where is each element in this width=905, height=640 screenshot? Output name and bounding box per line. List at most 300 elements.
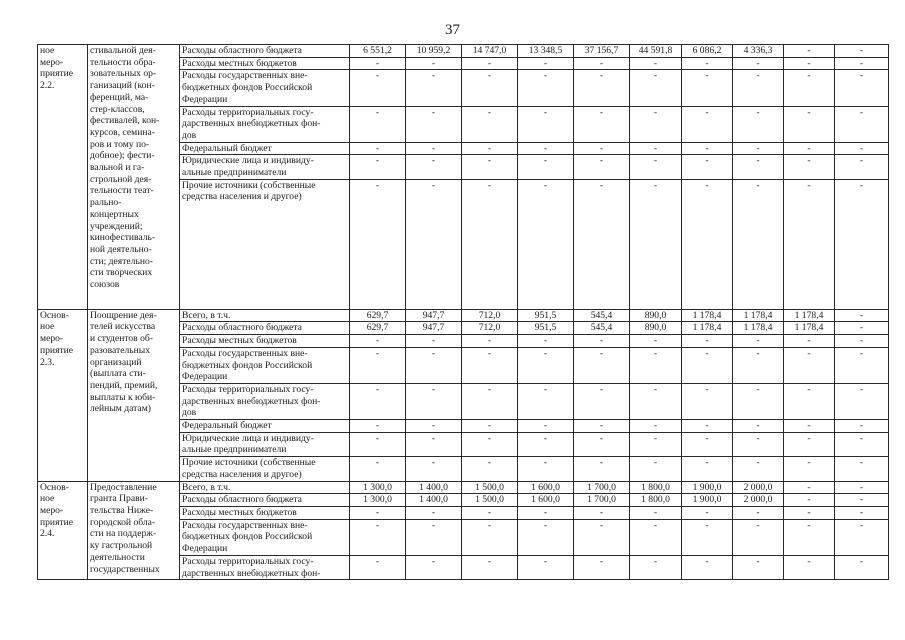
amount-cell: -: [574, 383, 630, 419]
funding-source-cell: [180, 383, 350, 419]
amount-cell: 13 348,5: [518, 45, 574, 58]
text-line: альные предприниматели: [182, 167, 287, 179]
amount-cell: -: [350, 142, 406, 155]
text-line: Расходы областного бюджета: [182, 494, 302, 506]
amount-cell: -: [518, 179, 574, 309]
amount-cell: -: [682, 347, 733, 383]
amount-cell: -: [574, 420, 630, 433]
amount-cell: -: [630, 142, 682, 155]
text-line: рально-: [90, 197, 122, 209]
text-line: средства населения и другое): [182, 468, 302, 480]
text-line: 2.3.: [40, 356, 55, 368]
amount-cell: 545,4: [574, 309, 630, 322]
amount-cell: -: [835, 155, 889, 179]
amount-cell: 1 500,0: [462, 481, 518, 494]
text-line: ференций, ма-: [90, 91, 149, 103]
text-line: организаций: [90, 356, 142, 368]
amount-cell: -: [574, 70, 630, 106]
text-line: дарственных внебюджетных фон-: [182, 395, 321, 407]
text-line: добное); фести-: [90, 150, 155, 162]
amount-cell: 6 551,2: [350, 45, 406, 58]
text-line: Расходы территориальных госу-: [182, 106, 314, 118]
funding-source-cell: [180, 347, 350, 383]
amount-cell: 6 086,2: [682, 45, 733, 58]
text-line: вальной и га-: [90, 162, 145, 174]
amount-cell: -: [350, 506, 406, 519]
text-line: деятельности: [90, 551, 145, 563]
text-line: Юридические лица и индивиду-: [182, 432, 314, 444]
text-line: Федерации: [182, 93, 228, 105]
amount-cell: 1 600,0: [518, 494, 574, 507]
text-line: лейным датам): [90, 403, 151, 415]
text-line: Расходы местных бюджетов: [182, 506, 297, 518]
amount-cell: -: [462, 70, 518, 106]
funding-source-cell: [180, 519, 350, 555]
amount-cell: 1 800,0: [630, 481, 682, 494]
activity-name-cell: [38, 309, 88, 481]
amount-cell: -: [682, 106, 733, 142]
amount-cell: -: [406, 106, 462, 142]
amount-cell: -: [784, 383, 835, 419]
amount-cell: -: [518, 155, 574, 179]
funding-source-cell: [180, 70, 350, 106]
funding-source-cell: [180, 142, 350, 155]
amount-cell: 1 700,0: [574, 494, 630, 507]
amount-cell: 1 600,0: [518, 481, 574, 494]
text-line: кинофестиваль-: [90, 232, 156, 244]
amount-cell: -: [682, 179, 733, 309]
amount-cell: -: [406, 432, 462, 456]
text-line: сти творческих: [90, 267, 153, 279]
amount-cell: -: [518, 519, 574, 555]
amount-cell: -: [518, 457, 574, 481]
amount-cell: -: [733, 519, 784, 555]
amount-cell: -: [835, 45, 889, 58]
text-line: 2.4.: [40, 528, 55, 540]
text-line: ной деятельно-: [90, 243, 152, 255]
text-line: Всего, в т.ч.: [182, 309, 231, 321]
amount-cell: -: [462, 432, 518, 456]
amount-cell: -: [406, 70, 462, 106]
amount-cell: -: [518, 506, 574, 519]
amount-cell: -: [630, 420, 682, 433]
activity-name-cell: [38, 45, 88, 310]
amount-cell: -: [682, 57, 733, 70]
amount-cell: -: [574, 347, 630, 383]
text-line: сти; деятельно-: [90, 255, 153, 267]
text-line: Расходы государственных вне-: [182, 347, 308, 359]
amount-cell: -: [406, 457, 462, 481]
amount-cell: 1 700,0: [574, 481, 630, 494]
amount-cell: -: [835, 494, 889, 507]
page-number: 37: [445, 22, 460, 38]
amount-cell: -: [733, 106, 784, 142]
text-line: ное: [40, 321, 55, 333]
amount-cell: 712,0: [462, 309, 518, 322]
amount-cell: -: [518, 555, 574, 579]
amount-cell: -: [784, 335, 835, 348]
amount-cell: -: [630, 432, 682, 456]
amount-cell: 1 178,4: [784, 322, 835, 335]
amount-cell: -: [462, 457, 518, 481]
amount-cell: -: [518, 347, 574, 383]
funding-source-cell: [180, 494, 350, 507]
text-line: (выплата сти-: [90, 368, 146, 380]
amount-cell: 1 178,4: [733, 309, 784, 322]
amount-cell: 44 591,8: [630, 45, 682, 58]
amount-cell: -: [350, 70, 406, 106]
amount-cell: -: [682, 555, 733, 579]
amount-cell: 1 800,0: [630, 494, 682, 507]
amount-cell: -: [406, 142, 462, 155]
amount-cell: -: [784, 347, 835, 383]
amount-cell: -: [784, 420, 835, 433]
amount-cell: -: [835, 142, 889, 155]
activity-description-cell: [88, 481, 180, 580]
amount-cell: -: [350, 155, 406, 179]
text-line: Расходы областного бюджета: [182, 45, 302, 56]
amount-cell: -: [733, 347, 784, 383]
text-line: Федерации: [182, 543, 228, 555]
amount-cell: -: [406, 506, 462, 519]
amount-cell: -: [406, 155, 462, 179]
text-line: Всего, в т.ч.: [182, 481, 231, 493]
amount-cell: -: [462, 555, 518, 579]
amount-cell: -: [406, 420, 462, 433]
amount-cell: 1 400,0: [406, 494, 462, 507]
text-line: телей искусства: [90, 321, 156, 333]
text-line: средства населения и другое): [182, 191, 302, 203]
text-line: Расходы территориальных госу-: [182, 383, 314, 395]
amount-cell: -: [784, 70, 835, 106]
text-line: альные предприниматели: [182, 444, 287, 456]
amount-cell: -: [835, 519, 889, 555]
funding-table: [37, 44, 889, 580]
amount-cell: -: [630, 335, 682, 348]
amount-cell: -: [682, 432, 733, 456]
amount-cell: -: [518, 383, 574, 419]
amount-cell: -: [733, 70, 784, 106]
amount-cell: -: [574, 155, 630, 179]
amount-cell: -: [630, 70, 682, 106]
amount-cell: -: [682, 506, 733, 519]
amount-cell: -: [733, 432, 784, 456]
amount-cell: -: [784, 45, 835, 58]
amount-cell: -: [350, 383, 406, 419]
text-line: меро-: [40, 333, 64, 345]
amount-cell: -: [462, 179, 518, 309]
amount-cell: -: [630, 383, 682, 419]
table-row: [38, 481, 889, 494]
amount-cell: -: [835, 335, 889, 348]
text-line: Поощрение дея-: [90, 309, 157, 321]
text-line: пендий, премий,: [90, 379, 158, 391]
amount-cell: 1 178,4: [733, 322, 784, 335]
amount-cell: 1 300,0: [350, 481, 406, 494]
amount-cell: 947,7: [406, 322, 462, 335]
amount-cell: -: [733, 383, 784, 419]
table-body: [38, 45, 889, 580]
amount-cell: -: [835, 322, 889, 335]
amount-cell: -: [630, 347, 682, 383]
amount-cell: -: [682, 519, 733, 555]
amount-cell: -: [574, 106, 630, 142]
amount-cell: -: [733, 555, 784, 579]
amount-cell: -: [784, 106, 835, 142]
amount-cell: -: [835, 432, 889, 456]
amount-cell: -: [835, 506, 889, 519]
amount-cell: -: [835, 457, 889, 481]
amount-cell: -: [574, 179, 630, 309]
amount-cell: -: [682, 70, 733, 106]
text-line: приятие: [40, 68, 74, 80]
amount-cell: 1 178,4: [682, 309, 733, 322]
amount-cell: 1 178,4: [784, 309, 835, 322]
amount-cell: -: [574, 142, 630, 155]
text-line: Расходы местных бюджетов: [182, 57, 297, 69]
amount-cell: 951,5: [518, 322, 574, 335]
text-line: и студентов об-: [90, 333, 153, 345]
amount-cell: -: [574, 506, 630, 519]
amount-cell: -: [350, 457, 406, 481]
text-line: Предоставление: [90, 481, 157, 493]
amount-cell: -: [574, 57, 630, 70]
amount-cell: -: [518, 142, 574, 155]
amount-cell: -: [630, 57, 682, 70]
funding-source-cell: [180, 155, 350, 179]
text-line: стер-классов,: [90, 103, 145, 115]
amount-cell: 10 959,2: [406, 45, 462, 58]
amount-cell: -: [574, 432, 630, 456]
text-line: дарственных внебюджетных фон-: [182, 567, 321, 579]
text-line: союзов: [90, 279, 120, 291]
amount-cell: -: [682, 457, 733, 481]
text-line: Федерации: [182, 371, 228, 383]
amount-cell: -: [835, 347, 889, 383]
text-line: Расходы территориальных госу-: [182, 555, 314, 567]
amount-cell: -: [682, 383, 733, 419]
text-line: ку гастрольной: [90, 540, 153, 552]
amount-cell: -: [406, 383, 462, 419]
text-line: меро-: [40, 56, 64, 68]
text-line: бюджетных фондов Российской: [182, 531, 313, 543]
amount-cell: -: [835, 179, 889, 309]
amount-cell: -: [733, 457, 784, 481]
text-line: тельства Ниже-: [90, 504, 154, 516]
amount-cell: -: [784, 555, 835, 579]
activity-description-cell: [88, 45, 180, 310]
text-line: ров и тому по-: [90, 138, 150, 150]
amount-cell: 37 156,7: [574, 45, 630, 58]
amount-cell: 1 400,0: [406, 481, 462, 494]
amount-cell: -: [462, 57, 518, 70]
funding-source-cell: [180, 335, 350, 348]
amount-cell: -: [350, 519, 406, 555]
amount-cell: -: [462, 142, 518, 155]
amount-cell: -: [518, 335, 574, 348]
amount-cell: 1 178,4: [682, 322, 733, 335]
amount-cell: 1 900,0: [682, 481, 733, 494]
amount-cell: -: [518, 70, 574, 106]
text-line: дов: [182, 407, 197, 419]
text-line: стивальной дея-: [90, 45, 156, 56]
text-line: Расходы государственных вне-: [182, 519, 308, 531]
text-line: Расходы государственных вне-: [182, 70, 308, 82]
text-line: Прочие источники (собственные: [182, 179, 316, 191]
amount-cell: -: [462, 347, 518, 383]
amount-cell: -: [630, 457, 682, 481]
funding-source-cell: [180, 45, 350, 58]
amount-cell: 1 900,0: [682, 494, 733, 507]
amount-cell: -: [630, 179, 682, 309]
text-line: дарственных внебюджетных фон-: [182, 118, 321, 130]
amount-cell: 1 300,0: [350, 494, 406, 507]
text-line: Расходы местных бюджетов: [182, 335, 297, 347]
amount-cell: -: [350, 347, 406, 383]
text-line: тельности обра-: [90, 56, 156, 68]
text-line: курсов, семина-: [90, 126, 155, 138]
amount-cell: 2 000,0: [733, 494, 784, 507]
funding-source-cell: [180, 457, 350, 481]
amount-cell: 890,0: [630, 309, 682, 322]
text-line: строльной дея-: [90, 173, 152, 185]
amount-cell: -: [733, 142, 784, 155]
text-line: учреждений;: [90, 220, 143, 232]
text-line: меро-: [40, 504, 64, 516]
amount-cell: 951,5: [518, 309, 574, 322]
text-line: Основ-: [40, 309, 69, 321]
text-line: ное: [40, 45, 55, 56]
text-line: разовательных: [90, 344, 150, 356]
amount-cell: -: [406, 335, 462, 348]
amount-cell: -: [462, 155, 518, 179]
amount-cell: -: [784, 142, 835, 155]
text-line: бюджетных фондов Российской: [182, 359, 313, 371]
funding-source-cell: [180, 555, 350, 579]
funding-source-cell: [180, 106, 350, 142]
amount-cell: -: [733, 420, 784, 433]
amount-cell: -: [784, 481, 835, 494]
amount-cell: 947,7: [406, 309, 462, 322]
amount-cell: 545,4: [574, 322, 630, 335]
funding-source-cell: [180, 57, 350, 70]
text-line: приятие: [40, 344, 74, 356]
amount-cell: -: [462, 383, 518, 419]
amount-cell: -: [574, 335, 630, 348]
text-line: государственных: [90, 563, 160, 575]
amount-cell: -: [784, 506, 835, 519]
funding-source-cell: [180, 309, 350, 322]
amount-cell: -: [682, 142, 733, 155]
amount-cell: -: [574, 457, 630, 481]
amount-cell: -: [733, 155, 784, 179]
amount-cell: -: [733, 179, 784, 309]
funding-source-cell: [180, 506, 350, 519]
text-line: бюджетных фондов Российской: [182, 82, 313, 94]
text-line: Основ-: [40, 481, 69, 493]
text-line: тельности теат-: [90, 185, 154, 197]
amount-cell: 629,7: [350, 309, 406, 322]
amount-cell: -: [733, 335, 784, 348]
amount-cell: -: [350, 335, 406, 348]
amount-cell: -: [682, 335, 733, 348]
amount-cell: -: [574, 519, 630, 555]
amount-cell: -: [406, 57, 462, 70]
amount-cell: -: [630, 155, 682, 179]
text-line: сти на поддерж-: [90, 528, 157, 540]
text-line: зовательных ор-: [90, 68, 157, 80]
amount-cell: -: [835, 383, 889, 419]
funding-source-cell: [180, 420, 350, 433]
amount-cell: -: [784, 57, 835, 70]
amount-cell: -: [406, 555, 462, 579]
amount-cell: -: [462, 420, 518, 433]
amount-cell: -: [835, 70, 889, 106]
amount-cell: -: [784, 457, 835, 481]
amount-cell: -: [462, 106, 518, 142]
amount-cell: -: [406, 347, 462, 383]
amount-cell: -: [630, 555, 682, 579]
amount-cell: -: [835, 481, 889, 494]
activity-description-cell: [88, 309, 180, 481]
amount-cell: 14 747,0: [462, 45, 518, 58]
amount-cell: -: [784, 432, 835, 456]
amount-cell: 4 336,3: [733, 45, 784, 58]
amount-cell: 629,7: [350, 322, 406, 335]
amount-cell: -: [630, 106, 682, 142]
text-line: Федеральный бюджет: [182, 420, 272, 432]
amount-cell: -: [350, 57, 406, 70]
table-row: [38, 309, 889, 322]
funding-source-cell: [180, 179, 350, 309]
amount-cell: -: [574, 555, 630, 579]
amount-cell: -: [350, 555, 406, 579]
amount-cell: -: [630, 519, 682, 555]
amount-cell: -: [518, 57, 574, 70]
amount-cell: -: [350, 179, 406, 309]
text-line: 2.2.: [40, 80, 55, 92]
text-line: ное: [40, 493, 55, 505]
amount-cell: -: [733, 506, 784, 519]
text-line: городской обла-: [90, 516, 156, 528]
amount-cell: -: [350, 420, 406, 433]
amount-cell: -: [835, 555, 889, 579]
amount-cell: -: [835, 106, 889, 142]
text-line: ганизаций (кон-: [90, 80, 155, 92]
amount-cell: -: [835, 57, 889, 70]
activity-name-cell: [38, 481, 88, 580]
amount-cell: -: [835, 309, 889, 322]
text-line: концертных: [90, 208, 139, 220]
text-line: гранта Прави-: [90, 493, 148, 505]
amount-cell: 712,0: [462, 322, 518, 335]
amount-cell: 2 000,0: [733, 481, 784, 494]
amount-cell: -: [682, 155, 733, 179]
table-row: [38, 45, 889, 58]
amount-cell: -: [835, 420, 889, 433]
funding-source-cell: [180, 481, 350, 494]
text-line: Расходы областного бюджета: [182, 322, 302, 334]
text-line: дов: [182, 129, 197, 141]
amount-cell: -: [462, 335, 518, 348]
funding-source-cell: [180, 322, 350, 335]
amount-cell: -: [462, 506, 518, 519]
amount-cell: -: [784, 519, 835, 555]
text-line: выплаты к юби-: [90, 391, 156, 403]
text-line: Юридические лица и индивиду-: [182, 155, 314, 167]
funding-source-cell: [180, 432, 350, 456]
amount-cell: -: [733, 57, 784, 70]
